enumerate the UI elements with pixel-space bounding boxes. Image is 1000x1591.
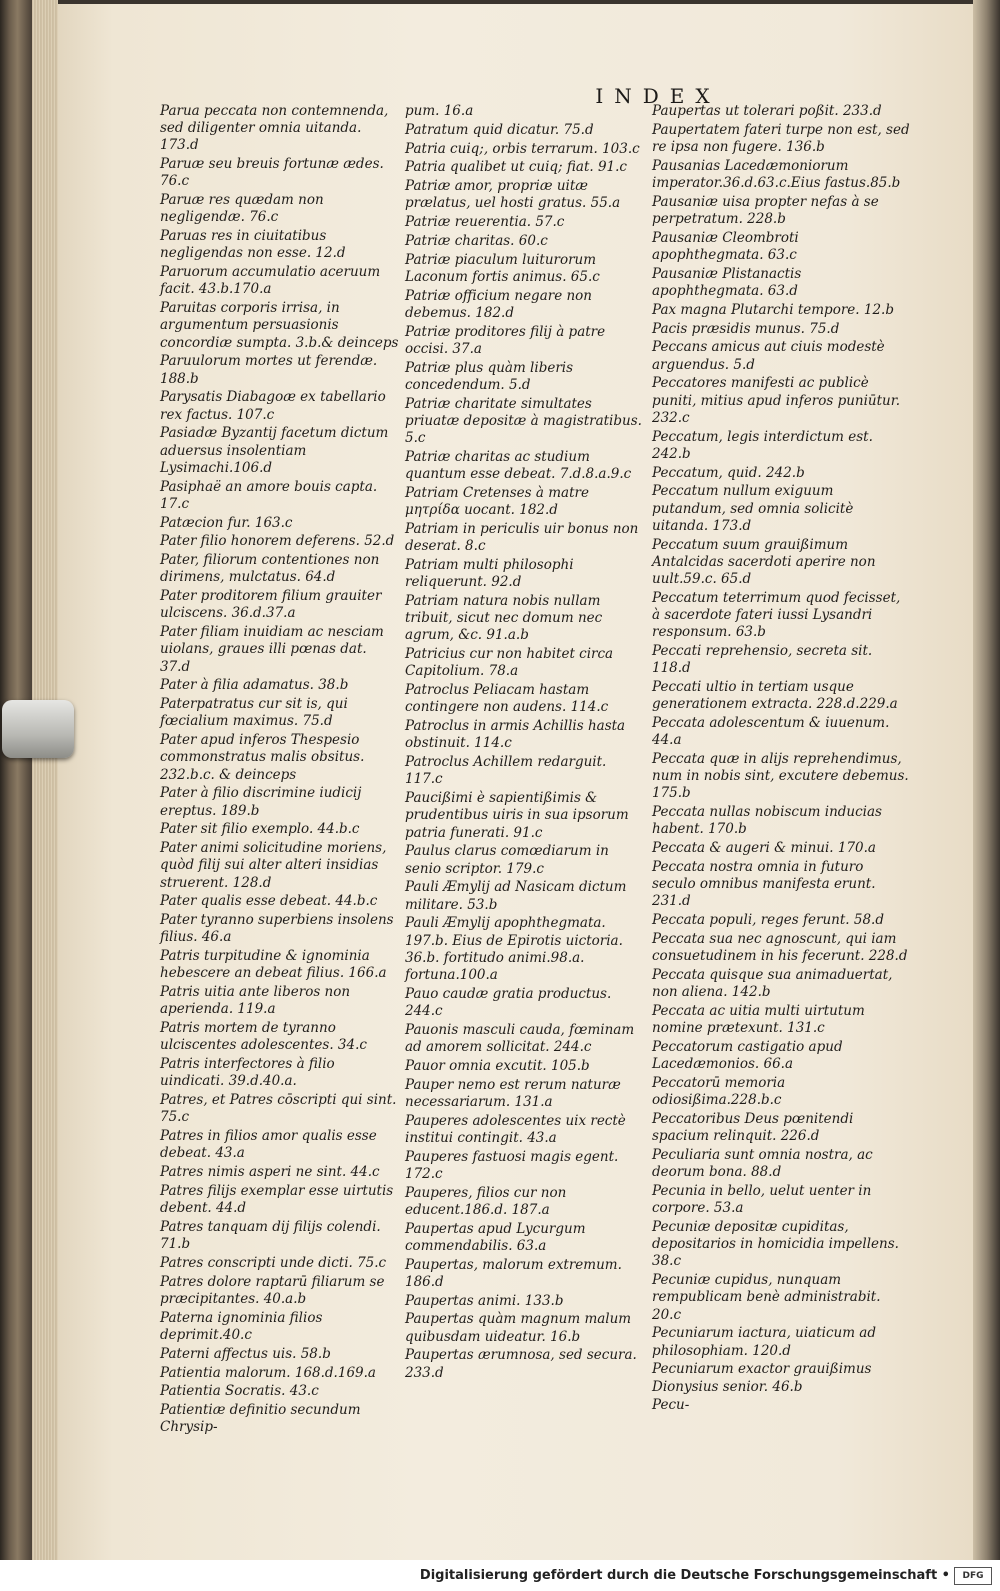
index-entry: Peccati reprehensio, secreta sit. 118.d [652,643,873,677]
index-entry: Pauperes adolescentes uix rectè institui contingit. 43.a [405,1112,626,1146]
index-entry: Pater animi solicitudine moriens, quòd filij sui alter alteri insidias struerent. 128.d [160,840,387,891]
index-entry: Parysatis Diabagoæ ex tabellario rex factus. 107.c [160,389,386,423]
index-entry: Peculiaria sunt omnia nostra, ac deorum bona. 88.d [652,1147,873,1181]
index-entry: Peccata adolescentum & iuuenum. 44.a [652,715,890,749]
index-entry: Patres nimis asperi ne sint. 44.c [160,1164,380,1181]
index-entry: Paterna ignominia filios deprimit.40.c [160,1309,323,1343]
index-entry: Patriæ piaculum luiturorum Laconum fortis animus. 65.c [405,251,600,285]
index-entry: Parua peccata non contemnenda, sed diligenter omnia uitanda. 173.d [160,103,389,154]
index-entry: Pauperes fastuosi magis egent. 172.c [405,1148,619,1182]
index-entry: Pater tyranno superbiens insolens filius. 46.a [160,912,394,946]
index-entry: Peccatum, legis interdictum est. 242.b [652,428,873,462]
index-entry: Pausaniæ Cleombroti apophthegmata. 63.c [652,229,799,263]
index-entry: Patriæ reuerentia. 57.c [405,214,565,231]
index-entry: Patroclus Achillem redarguit. 117.c [405,754,607,788]
index-entry: Pecuniarum iactura, uiaticum ad philosophiam. 120.d [652,1325,876,1359]
index-entry: Pauo caudæ gratia productus. 244.c [405,985,612,1019]
index-heading: INDEX [595,84,721,108]
index-entry: Peccata quisque sua animaduertat, non aliena. 142.b [652,967,893,1001]
index-entry: Patres dolore raptarū filiarum se præcipitantes. 40.a.b [160,1273,385,1307]
index-entry: Paucißimi è sapientißimis & prudentibus uiris in sua ipsorum patria funerati. 91.c [405,790,629,841]
index-entry: Patriam natura nobis nullam tribuit, sicut nec domum nec agrum, &c. 91.a.b [405,592,603,644]
index-entry: Patres tanquam dij filijs colendi. 71.b [160,1219,381,1253]
index-entry: Peccatum teterrimum quod fecisset, à sacerdote fateri iussi Lysandri responsum. 63.b [652,589,901,641]
index-entry: Pausanias Lacedæmoniorum imperator.36.d.63.c.Eius fastus.85.b [652,157,901,191]
index-entry: Pater sit filio exemplo. 44.b.c [160,821,360,838]
index-entry: Pater à filia adamatus. 38.b [160,677,349,694]
index-entry: Patriæ officium negare non debemus. 182.d [405,287,593,321]
index-entry: Patæcion fur. 163.c [160,514,293,531]
index-entry: Peccata & augeri & minui. 170.a [652,840,876,857]
index-entry: Paupertas ut tolerari poßit. 233.d [652,103,882,119]
index-entry: Peccatores manifesti ac publicè puniti, mitius apud inferos puniūtur. 232.c [652,375,900,426]
index-entry: Paterpatratus cur sit is, qui fœcialium maximus. 75.d [160,696,348,730]
index-entry: Peccatum nullum exiguum putandum, sed omnia solicitè uitanda. 173.d [652,483,854,534]
index-entry: Patroclus Peliacam hastam contingere non audens. 114.c [405,682,609,716]
index-entry: Patientiæ definitio secundum Chrysip- [160,1402,361,1436]
footer-bar [0,1560,1000,1591]
index-entry: Peccata sua nec agnoscunt, qui iam consuetudinem in his fecerunt. 228.d [652,931,908,965]
index-entry: Paruas res in ciuitatibus negligendas non esse. 12.d [160,228,346,262]
index-entry: Pasiphaë an amore bouis capta. 17.c [160,478,378,512]
index-entry: Paruæ seu breuis fortunæ ædes. 76.c [160,156,384,190]
index-entry: Paupertas animi. 133.b [405,1292,564,1309]
index-entry: Pacis præsidis munus. 75.d [652,320,840,337]
index-entry: Paruæ res quædam non negligendæ. 76.c [160,192,324,226]
index-entry: Pasiadæ Byzantij facetum dictum aduersus insolentiam Lysimachi.106.d [160,425,389,476]
index-entry: Pater filiam inuidiam ac nesciam uiolans, graues illi pœnas dat. 37.d [160,624,384,675]
index-entry: Patres filijs exemplar esse uirtutis debent. 44.d [160,1183,394,1217]
index-entry: Pauli Æmylij apophthegmata. 197.b. Eius de Epirotis uictoria. 36.b. fortitudo animi.98.a. fortuna.100.a [405,915,623,983]
index-entry: Paupertas, malorum extremum. 186.d [405,1256,622,1290]
index-entry: Peccatoribus Deus pœnitendi spacium relinquit. 226.d [652,1111,854,1145]
page-edges [32,0,58,1560]
dfg-logo: DFG [954,1567,992,1585]
index-entry: Patria qualibet ut cuiq; fiat. 91.c [405,159,627,176]
index-entry: Pauper nemo est rerum naturæ necessariarum. 131.a [405,1076,621,1110]
page-clip [2,700,74,758]
index-entry: Patres in filios amor qualis esse debeat. 43.a [160,1128,377,1162]
index-entry: Pecunia in bello, uelut uenter in corpore. 53.a [652,1183,872,1217]
index-entry: pum. 16.a [405,103,474,119]
index-entry: Paruitas corporis irrisa, in argumentum persuasionis concordiæ sumpta. 3.b.& deinceps [160,300,399,351]
index-entry: Patriam Cretenses à matre μητρίδα uocant. 182.d [405,484,589,519]
index-entry: Pecuniarum exactor grauißimus Dionysius senior. 46.b [652,1361,872,1395]
index-entry: Pecu- [652,1397,690,1414]
index-entry: Pater apud inferos Thespesio commonstratus malis obsitus. 232.b.c. & deinceps [160,732,365,783]
index-entry: Pater filio honorem deferens. 52.d [160,533,395,550]
index-entry: Patriam in periculis uir bonus non deserat. 8.c [405,520,639,555]
index-entry: Patricius cur non habitet circa Capitolium. 78.a [405,646,614,680]
index-entry: Peccata nostra omnia in futuro seculo omnibus manifesta erunt. 231.d [652,859,876,910]
index-entry: Peccatum, quid. 242.b [652,464,805,481]
index-entry: Pausaniæ Plistanactis apophthegmata. 63.d [652,265,802,299]
index-entry: Pecuniæ depositæ cupiditas, depositarios in homicidia impellens. 38.c [652,1219,899,1270]
index-entry: Pauonis masculi cauda, fœminam ad amorem sollicitat. 244.c [405,1021,635,1055]
index-entry: Pauperes, filios cur non educent.186.d. 187.a [405,1184,567,1218]
index-entry: Peccata ac uitia multi uirtutum nomine prætexunt. 131.c [652,1003,865,1037]
right-page-edge [973,0,1000,1560]
index-entry: Paruorum accumulatio aceruum facit. 43.b.170.a [160,264,381,298]
index-entry: Pauor omnia excutit. 105.b [405,1057,590,1074]
index-entry: Pater, filiorum contentiones non dirimens, mulctatus. 64.d [160,552,380,586]
index-entry: Paupertas ærumnosa, sed secura. 233.d [405,1347,637,1381]
index-entry: Patientia malorum. 168.d.169.a [160,1364,376,1381]
index-entry: Pater qualis esse debeat. 44.b.c [160,893,378,910]
index-entry: Patria cuiq;, orbis terrarum. 103.c [405,140,640,157]
index-entry: Pausaniæ uisa propter nefas à se perpetratum. 228.b [652,193,879,227]
index-column-3 [652,103,910,1416]
index-entry: Pax magna Plutarchi tempore. 12.b [652,301,894,318]
index-entry: Peccata nullas nobiscum inducias habent. 170.b [652,804,882,838]
index-entry: Pauli Æmylij ad Nasicam dictum militare. 53.b [405,879,627,913]
index-entry: Patriæ charitas ac studium quantum esse debeat. 7.d.8.a.9.c [405,448,632,483]
index-entry: Pater proditorem filium grauiter ulciscens. 36.d.37.a [160,588,382,622]
index-entry: Peccata populi, reges ferunt. 58.d [652,912,884,929]
index-entry: Paupertas apud Lycurgum commendabilis. 63.a [405,1220,586,1254]
index-entry: Patris turpitudine & ignominia hebescere an debeat filius. 166.a [160,948,387,982]
index-entry: Paupertas quàm magnum malum quibusdam uideatur. 16.b [405,1311,632,1345]
index-entry: Peccatorū memoria odiosißima.228.b.c [652,1075,786,1109]
index-entry: Peccata quæ in alijs reprehendimus, num in nobis sint, excutere debemus. 175.b [652,751,909,802]
index-entry: Peccati ultio in tertiam usque generationem extracta. 228.d.229.a [652,679,898,713]
index-entry: Paterni affectus uis. 58.b [160,1345,331,1362]
index-entry: Patroclus in armis Achillis hasta obstinuit. 114.c [405,718,626,752]
index-entry: Patriæ plus quàm liberis concedendum. 5.d [405,359,574,393]
index-entry: Pater à filio discrimine iudicij ereptus. 189.b [160,785,362,819]
index-entry: Patriæ charitas. 60.c [405,232,548,249]
index-entry: Paulus clarus comœdiarum in senio scriptor. 179.c [405,843,609,877]
index-entry: Paruulorum mortes ut ferendæ. 188.b [160,353,378,387]
index-entry: Patriæ amor, propriæ uitæ prælatus, uel hosti gratus. 55.a [405,178,621,212]
funding-credit: Digitalisierung gefördert durch die Deutsche Forschungsgemeinschaft • [419,1568,950,1583]
index-entry: Patientia Socratis. 43.c [160,1383,319,1400]
index-entry: Patriæ charitate simultates priuatæ depositæ à magistratibus. 5.c [405,395,642,447]
index-entry: Paupertatem fateri turpe non est, sed re ipsa non fugere. 136.b [652,121,910,155]
index-entry: Peccans amicus aut ciuis modestè arguendus. 5.d [652,339,885,373]
index-entry: Patriam multi philosophi reliquerunt. 92.d [405,556,574,591]
index-entry: Patris mortem de tyranno ulciscentes adolescentes. 34.c [160,1020,367,1054]
index-entry: Peccatorum castigatio apud Lacedæmonios. 66.a [652,1039,843,1073]
index-entry: Pecuniæ cupidus, nunquam rempublicam benè administrabit. 20.c [652,1272,881,1323]
index-entry: Patris uitia ante liberos non aperienda. 119.a [160,984,351,1018]
index-column-1 [160,103,400,1438]
book-binding [0,0,32,1591]
index-entry: Patratum quid dicatur. 75.d [405,121,594,138]
index-entry: Patris interfectores à filio uindicati. 39.d.40.a. [160,1056,335,1090]
index-column-2 [405,103,648,1383]
index-entry: Patres, et Patres cōscripti qui sint. 75.c [160,1092,397,1126]
index-entry: Patriæ proditores filij à patre occisi. 37.a [405,323,606,357]
index-entry: Patres conscripti unde dicti. 75.c [160,1255,387,1271]
index-entry: Peccatum suum grauißimum Antalcidas sacerdoti aperire non uult.59.c. 65.d [652,536,876,587]
